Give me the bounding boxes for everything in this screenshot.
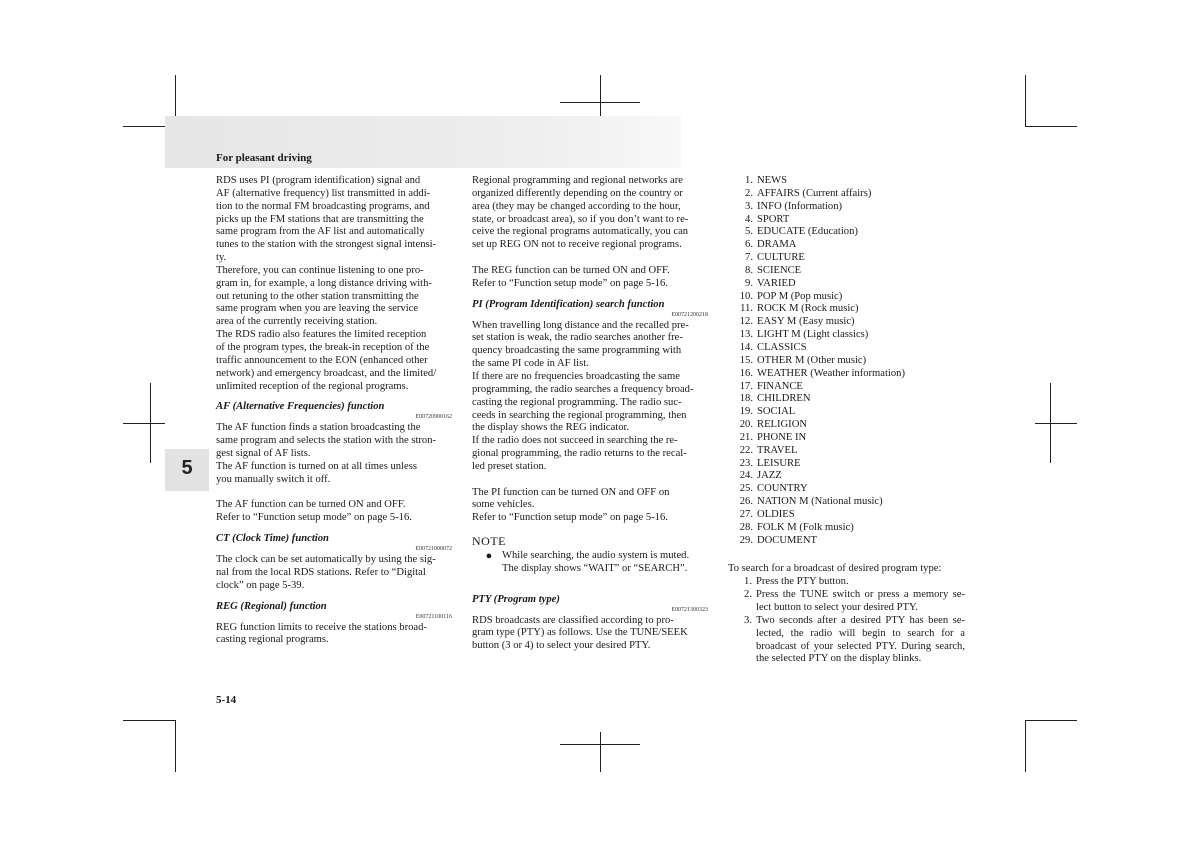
text-line: The REG function can be turned ON and OFF.: [472, 264, 670, 276]
text-line: button (3 or 4) to select your desired PTY.: [472, 640, 651, 652]
list-text: OLDIES: [757, 508, 795, 520]
list-number: 8.: [745, 264, 753, 276]
step-item: [728, 576, 965, 589]
pty-list-item: [717, 509, 965, 522]
pty-list-item: [717, 252, 965, 265]
text-line: you manually switch it off.: [216, 473, 331, 485]
list-number: 29.: [739, 534, 753, 546]
text-line: nal from the local RDS stations. Refer to “Digital: [216, 566, 426, 578]
pty-list-item: [717, 188, 965, 201]
text-line: gest signal of AF lists.: [216, 448, 311, 460]
list-text: LIGHT M (Light classics): [757, 329, 869, 341]
column-1: [216, 175, 452, 647]
list-number: 13.: [739, 329, 753, 341]
pty-list-item: [717, 419, 965, 432]
text-line: out retuning to the other station transmitting the: [216, 290, 419, 302]
text-line: programming, the radio searches a frequency broad-: [472, 383, 694, 395]
text-line: The AF function is turned on at all times unless: [216, 460, 417, 472]
list-number: 22.: [739, 444, 753, 456]
text-line: network) and emergency broadcast, and the limited/: [216, 367, 437, 379]
text-line: While searching, the audio system is muted.: [502, 549, 690, 561]
list-text: DOCUMENT: [757, 534, 818, 546]
list-text: POP M (Pop music): [757, 290, 843, 302]
list-text: PHONE IN: [757, 431, 807, 443]
step-item: [728, 615, 965, 666]
list-text: NEWS: [757, 175, 788, 186]
list-number: 1.: [745, 175, 753, 186]
doc-code: E00721300323: [671, 606, 708, 613]
step-text: Two seconds after a desired PTY has been se-lected, the radio will begin to search for a broadcast of your selected PTY. During search, the selected PTY on the display blinks.: [756, 614, 965, 665]
pty-list-item: [717, 445, 965, 458]
crop-mark: [175, 720, 176, 772]
list-number: 9.: [745, 277, 753, 289]
text-line: some vehicles.: [472, 499, 535, 511]
registration-mark: [123, 423, 165, 424]
pty-list-item: [717, 496, 965, 509]
list-number: 21.: [739, 431, 753, 443]
doc-code: E00720900162: [415, 414, 452, 421]
text-line: Refer to “Function setup mode” on page 5-16.: [216, 512, 412, 524]
list-number: 24.: [739, 470, 753, 482]
page-number: 5-14: [216, 694, 237, 706]
pty-list-item: [717, 175, 965, 188]
list-text: SPORT: [757, 213, 790, 225]
pty-list-item: [717, 381, 965, 394]
list-text: NATION M (National music): [757, 496, 883, 508]
list-text: CLASSICS: [757, 341, 807, 353]
list-number: 17.: [739, 380, 753, 392]
pty-list-item: [717, 226, 965, 239]
list-text: JAZZ: [757, 470, 782, 482]
note-title: NOTE: [472, 534, 506, 549]
text-line: Therefore, you can continue listening to one pro-: [216, 264, 424, 276]
ct-heading: CT (Clock Time) function: [216, 533, 329, 545]
text-line: organized differently depending on the country or: [472, 187, 683, 199]
crop-mark: [1025, 126, 1077, 127]
text-line: unlimited reception of the regional programs.: [216, 380, 409, 392]
step-text: Press the PTY button.: [756, 576, 849, 588]
list-text: RELIGION: [757, 419, 808, 431]
pty-list-item: [717, 470, 965, 483]
text-line: gram in, for example, a long distance driving with-: [216, 277, 432, 289]
pty-list-item: [717, 329, 965, 342]
text-line: The PI function can be turned ON and OFF on: [472, 486, 670, 498]
list-text: CULTURE: [757, 252, 805, 264]
steps-list: [717, 576, 965, 666]
list-text: LEISURE: [757, 457, 801, 469]
pty-list-item: [717, 265, 965, 278]
pty-list: [717, 175, 965, 547]
chapter-tab: [165, 449, 209, 491]
registration-mark: [600, 732, 601, 772]
text-line: set up REG ON not to receive regional programs.: [472, 239, 682, 251]
list-number: 2.: [745, 187, 753, 199]
list-number: 26.: [739, 496, 753, 508]
list-text: FOLK M (Folk music): [757, 521, 854, 533]
pty-list-item: [717, 432, 965, 445]
pty-list-item: [717, 355, 965, 368]
crop-mark: [123, 720, 175, 721]
text-line: gram type (PTY) as follows. Use the TUNE/SEEK: [472, 627, 688, 639]
list-number: 5.: [745, 226, 753, 238]
list-text: WEATHER (Weather information): [757, 367, 905, 379]
list-number: 28.: [739, 521, 753, 533]
list-text: ROCK M (Rock music): [757, 303, 859, 315]
text-line: the same PI code in AF list.: [472, 358, 589, 370]
text-line: led preset station.: [472, 460, 547, 472]
note-item: [472, 550, 708, 576]
section-header: For pleasant driving: [216, 152, 312, 164]
text-line: clock” on page 5-39.: [216, 579, 305, 591]
list-number: 14.: [739, 341, 753, 353]
list-text: AFFAIRS (Current affairs): [757, 187, 872, 199]
text-line: picks up the FM stations that are transmitting the: [216, 213, 424, 225]
pty-list-item: [717, 201, 965, 214]
text-line: same program when you are leaving the service: [216, 303, 419, 315]
text-line: area (they may be changed according to the hour,: [472, 200, 681, 212]
list-number: 10.: [739, 290, 753, 302]
text-line: the display shows the REG indicator.: [472, 422, 630, 434]
text-line: ty.: [216, 252, 227, 264]
list-number: 27.: [739, 508, 753, 520]
pty-list-item: [717, 393, 965, 406]
text-line: state, or broadcast area), so if you don’t want to re-: [472, 213, 689, 225]
text-line: RDS broadcasts are classified according to pro-: [472, 614, 674, 626]
text-line: of the program types, the break-in reception of the: [216, 341, 430, 353]
reg-heading: REG (Regional) function: [216, 600, 327, 612]
list-text: CHILDREN: [757, 393, 811, 405]
pi-heading: PI (Program Identification) search function: [472, 298, 665, 310]
list-number: 12.: [739, 316, 753, 328]
search-intro: To search for a broadcast of desired program type:: [728, 563, 942, 575]
list-text: INFO (Information): [757, 200, 843, 212]
list-number: 6.: [745, 239, 753, 251]
text-line: The RDS radio also features the limited reception: [216, 329, 427, 341]
step-number: 2.: [744, 589, 752, 601]
chapter-number: 5: [181, 457, 193, 479]
list-number: 3.: [745, 200, 753, 212]
text-line: REG function limits to receive the stations broad-: [216, 621, 427, 633]
pty-list-item: [717, 535, 965, 548]
text-line: casting the regional programming. The radio suc-: [472, 396, 682, 408]
pty-heading: PTY (Program type): [472, 593, 560, 605]
list-number: 4.: [745, 213, 753, 225]
list-text: DRAMA: [757, 239, 797, 251]
list-number: 20.: [739, 419, 753, 431]
column-3: [717, 175, 965, 666]
text-line: The AF function finds a station broadcasting the: [216, 422, 421, 434]
list-text: TRAVEL: [757, 444, 798, 456]
text-line: tion to the normal FM broadcasting programs, and: [216, 200, 430, 212]
registration-mark: [1035, 423, 1077, 424]
text-line: RDS uses PI (program identification) signal and: [216, 175, 421, 186]
pty-list-item: [717, 522, 965, 535]
list-number: 11.: [740, 303, 753, 315]
list-text: VARIED: [757, 277, 796, 289]
text-line: When travelling long distance and the recalled pre-: [472, 319, 689, 331]
list-text: FINANCE: [757, 380, 803, 392]
registration-mark: [150, 383, 151, 463]
step-number: 1.: [744, 576, 752, 588]
doc-code: E00721100116: [415, 613, 452, 620]
pty-list-item: [717, 342, 965, 355]
pty-list-item: [717, 316, 965, 329]
list-text: COUNTRY: [757, 483, 808, 495]
text-line: set station is weak, the radio searches another fre-: [472, 332, 683, 344]
list-number: 25.: [739, 483, 753, 495]
list-text: OTHER M (Other music): [757, 354, 867, 366]
list-text: EASY M (Easy music): [757, 316, 855, 328]
list-number: 7.: [745, 252, 753, 264]
list-number: 16.: [739, 367, 753, 379]
pty-list-item: [717, 303, 965, 316]
registration-mark: [1050, 383, 1051, 463]
text-line: If there are no frequencies broadcasting the same: [472, 370, 680, 382]
af-heading: AF (Alternative Frequencies) function: [216, 401, 385, 413]
step-text: Press the TUNE switch or press a memory se-lect button to select your desired PTY.: [756, 589, 965, 613]
pty-list-item: [717, 368, 965, 381]
pty-list-item: [717, 458, 965, 471]
text-line: Refer to “Function setup mode” on page 5-16.: [472, 277, 668, 289]
pty-list-item: [717, 406, 965, 419]
doc-code: E00721000072: [415, 546, 452, 553]
text-line: The clock can be set automatically by using the sig-: [216, 554, 436, 566]
text-line: The AF function can be turned ON and OFF.: [216, 499, 406, 511]
column-2: [472, 175, 708, 653]
bullet-icon: ●: [485, 549, 493, 562]
text-line: Regional programming and regional networks are: [472, 175, 683, 186]
pty-list-item: [717, 483, 965, 496]
list-text: EDUCATE (Education): [757, 226, 858, 238]
step-item: [728, 589, 965, 615]
text-line: AF (alternative frequency) list transmitted in addi-: [216, 187, 431, 199]
list-text: SOCIAL: [757, 406, 796, 418]
pty-list-item: [717, 291, 965, 304]
list-number: 18.: [739, 393, 753, 405]
crop-mark: [1025, 720, 1077, 721]
crop-mark: [1025, 75, 1026, 127]
pty-list-item: [717, 214, 965, 227]
text-line: same program and selects the station with the stron-: [216, 435, 437, 447]
list-text: SCIENCE: [757, 264, 802, 276]
list-number: 19.: [739, 406, 753, 418]
text-line: tunes to the station with the strongest signal intensi-: [216, 239, 437, 251]
pty-list-item: [717, 278, 965, 291]
text-line: Refer to “Function setup mode” on page 5-16.: [472, 512, 668, 524]
text-line: ceive the regional programs automatically, you can: [472, 226, 689, 238]
crop-mark: [1025, 720, 1026, 772]
list-number: 15.: [739, 354, 753, 366]
text-line: gional programming, the radio returns to the recal-: [472, 448, 687, 460]
text-line: area of the currently receiving station.: [216, 316, 378, 328]
text-line: If the radio does not succeed in searching the re-: [472, 435, 678, 447]
pty-list-item: [717, 239, 965, 252]
doc-code: E00721200218: [671, 311, 708, 318]
text-line: traffic announcement to the EON (enhanced other: [216, 354, 428, 366]
text-line: quency broadcasting the same programming with: [472, 345, 682, 357]
text-line: The display shows “WAIT” or “SEARCH”.: [502, 562, 688, 574]
text-line: same program from the AF list and automatically: [216, 226, 425, 238]
step-number: 3.: [744, 614, 752, 626]
text-line: casting regional programs.: [216, 634, 329, 646]
text-line: ceeds in searching the regional programming, then: [472, 409, 687, 421]
list-number: 23.: [739, 457, 753, 469]
